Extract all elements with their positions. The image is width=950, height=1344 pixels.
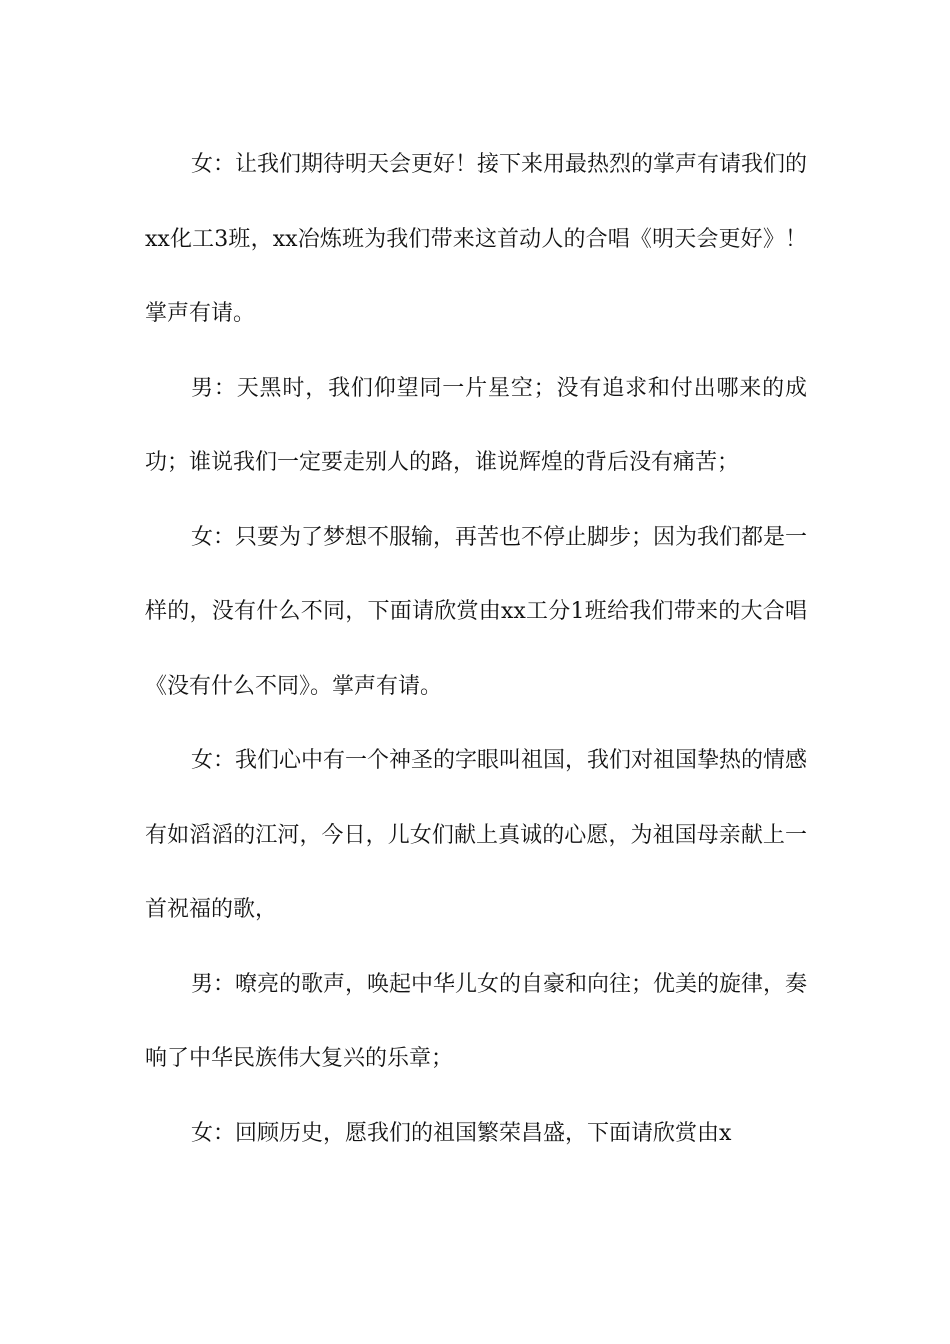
paragraph-5: 男：嘹亮的歌声，唤起中华儿女的自豪和向往；优美的旋律，奏响了中华民族伟大复兴的乐章； — [145, 971, 808, 1071]
document-body — [145, 128, 807, 1171]
paragraph-6: 女：回顾历史，愿我们的祖国繁荣昌盛，下面请欣赏由x — [191, 1120, 732, 1146]
paragraph-4: 女：我们心中有一个神圣的字眼叫祖国，我们对祖国挚热的情感有如滔滔的江河，今日，儿女们献上真诚的心愿，为祖国母亲献上一首祝福的歌， — [145, 748, 808, 922]
paragraph-3: 女：只要为了梦想不服输，再苦也不停止脚步；因为我们都是一样的，没有什么不同，下面请欣赏由xx工分1班给我们带来的大合唱《没有什么不同》。掌声有请。 — [145, 524, 808, 699]
paragraph-1: 女：让我们期待明天会更好！接下来用最热烈的掌声有请我们的xx化工3班，xx冶炼班为我们带来这首动人的合唱《明天会更好》！掌声有请。 — [145, 152, 808, 326]
paragraph-2: 男：天黑时，我们仰望同一片星空；没有追求和付出哪来的成功；谁说我们一定要走别人的路，谁说辉煌的背后没有痛苦； — [145, 375, 807, 475]
